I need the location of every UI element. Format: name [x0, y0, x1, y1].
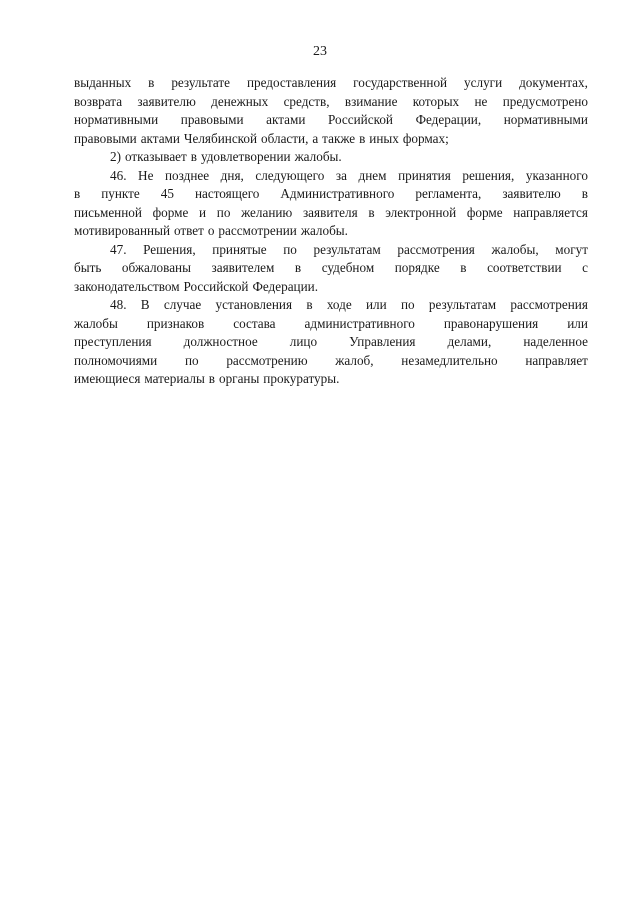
text-line: [74, 74, 588, 93]
word: форме: [152, 204, 189, 220]
word: быть: [74, 260, 102, 275]
word: в: [74, 186, 81, 201]
word: возврата: [74, 93, 123, 109]
word: жалобы.: [300, 223, 348, 238]
paragraph-item-2: [74, 148, 588, 167]
word: 45: [160, 186, 174, 201]
word: выданных: [74, 75, 132, 90]
word: в: [208, 371, 216, 386]
word: в: [460, 260, 467, 275]
word: по: [400, 297, 415, 312]
word: наделенное: [523, 334, 588, 349]
word: или: [567, 315, 588, 331]
word: предоставления: [246, 75, 337, 90]
word: могут: [555, 241, 588, 257]
word: актами: [266, 112, 306, 127]
word: соответствии: [487, 260, 562, 275]
word: Решения,: [143, 241, 196, 257]
word: удовлетворении: [200, 149, 291, 164]
word: электронной: [385, 204, 457, 220]
word: направляет: [525, 352, 588, 368]
word: рассмотрению: [226, 352, 308, 368]
word: заявителю: [137, 93, 196, 109]
text-line: [74, 370, 588, 389]
word: ответ: [173, 223, 204, 238]
word: указанного: [525, 167, 588, 183]
word: жалобы: [74, 315, 118, 331]
word: Федерации.: [252, 278, 319, 294]
text-line: [74, 130, 588, 149]
word: форме: [466, 204, 503, 220]
word: и: [199, 204, 207, 220]
word: имеющиеся: [74, 371, 141, 386]
word: заявителя: [302, 204, 358, 220]
word: услуги: [464, 75, 503, 90]
word: которых: [412, 93, 460, 109]
word: по: [283, 241, 297, 257]
word: в: [306, 297, 313, 312]
word: желанию: [241, 204, 293, 220]
word: 46.: [110, 167, 127, 183]
word: 47.: [110, 241, 127, 257]
word: области,: [261, 130, 309, 146]
word: 2): [110, 149, 121, 164]
word: результатам: [313, 241, 381, 257]
word: Федерации,: [415, 112, 482, 127]
word: лицо: [289, 334, 318, 349]
word: по: [184, 352, 199, 368]
word: Челябинской: [183, 130, 258, 146]
word: установления: [215, 297, 293, 312]
text-line: [74, 333, 588, 352]
word: нормативными: [74, 112, 159, 127]
word: взимание: [344, 93, 398, 109]
word: принятия: [398, 167, 451, 183]
word: правовыми: [74, 130, 137, 146]
word: судебном: [321, 260, 375, 275]
document-body: [74, 74, 588, 389]
word: предусмотрено: [502, 93, 588, 109]
word: 48.: [110, 297, 127, 312]
text-line: [74, 315, 588, 334]
word: органы: [218, 371, 260, 386]
word: не: [474, 93, 488, 109]
word: результатам: [428, 297, 497, 312]
text-line: [74, 111, 588, 130]
word: актами: [140, 130, 180, 146]
word: полномочиями: [74, 352, 158, 368]
word: результате: [171, 75, 231, 90]
word: преступления: [74, 334, 152, 349]
word: также: [322, 130, 356, 146]
word: мотивированный: [74, 223, 170, 238]
word: настоящего: [194, 186, 260, 201]
word: делами,: [447, 334, 492, 349]
word: правовыми: [180, 112, 244, 127]
text-line: [74, 93, 588, 112]
word: в: [294, 260, 302, 275]
word: материалы: [144, 371, 205, 386]
word: должностное: [183, 334, 258, 349]
word: позднее: [165, 167, 210, 183]
word: ходе: [326, 297, 352, 312]
word: случае: [163, 297, 202, 312]
word: направляется: [513, 204, 588, 220]
word: пункте: [101, 186, 140, 201]
text-line: [74, 222, 588, 241]
paragraph-continuation: [74, 74, 588, 148]
text-line: [74, 278, 588, 297]
word: следующего: [255, 167, 325, 183]
text-line: [74, 296, 588, 315]
word: рассмотрения: [510, 297, 588, 312]
word: в: [359, 130, 366, 146]
word: в: [581, 186, 588, 201]
text-line: [74, 148, 588, 167]
word: решения,: [462, 167, 515, 183]
word: документах,: [519, 75, 588, 90]
word: Российской: [327, 112, 393, 127]
word: признаков: [146, 315, 205, 331]
page-number: 23: [313, 44, 327, 59]
word: за: [335, 167, 347, 183]
word: или: [366, 297, 387, 312]
word: В: [140, 297, 150, 312]
text-line: [74, 241, 588, 260]
word: с: [582, 260, 588, 275]
word: денежных: [211, 93, 269, 109]
word: а: [312, 130, 319, 146]
word: дня,: [220, 167, 244, 183]
text-line: [74, 167, 588, 186]
word: Управления: [349, 334, 416, 349]
text-line: [74, 185, 588, 204]
word: государственной: [353, 75, 448, 90]
word: регламента,: [415, 186, 482, 201]
word: нормативными: [503, 112, 588, 127]
word: в: [368, 204, 375, 220]
word: незамедлительно: [401, 352, 498, 368]
word: административного: [304, 315, 415, 331]
text-line: [74, 259, 588, 278]
word: жалобы,: [491, 241, 539, 257]
word: отказывает: [124, 149, 187, 164]
word: по: [216, 204, 231, 220]
word: законодательством: [74, 278, 180, 294]
word: порядке: [394, 260, 440, 275]
text-line: [74, 204, 588, 223]
word: заявителю: [502, 186, 561, 201]
word: жалобы.: [294, 149, 342, 164]
word: днем: [358, 167, 387, 183]
word: принятые: [212, 241, 267, 257]
word: правонарушения: [443, 315, 539, 331]
word: Административного: [280, 186, 395, 201]
paragraph-48: [74, 296, 588, 389]
word: в: [190, 149, 197, 164]
word: заявителем: [211, 260, 275, 275]
word: рассмотрения: [397, 241, 475, 257]
word: средств,: [283, 93, 330, 109]
word: письменной: [74, 204, 142, 220]
word: рассмотрении: [218, 223, 297, 238]
word: состава: [233, 315, 276, 331]
word: прокуратуры.: [263, 371, 340, 386]
word: иных: [369, 130, 399, 146]
word: Российской: [183, 278, 249, 294]
word: в: [148, 75, 155, 90]
word: жалоб,: [335, 352, 374, 368]
text-line: [74, 352, 588, 371]
paragraph-47: [74, 241, 588, 297]
word: о: [207, 223, 215, 238]
word: обжалованы: [121, 260, 191, 275]
paragraph-46: [74, 167, 588, 241]
word: формах;: [402, 130, 449, 146]
word: Не: [138, 167, 154, 183]
